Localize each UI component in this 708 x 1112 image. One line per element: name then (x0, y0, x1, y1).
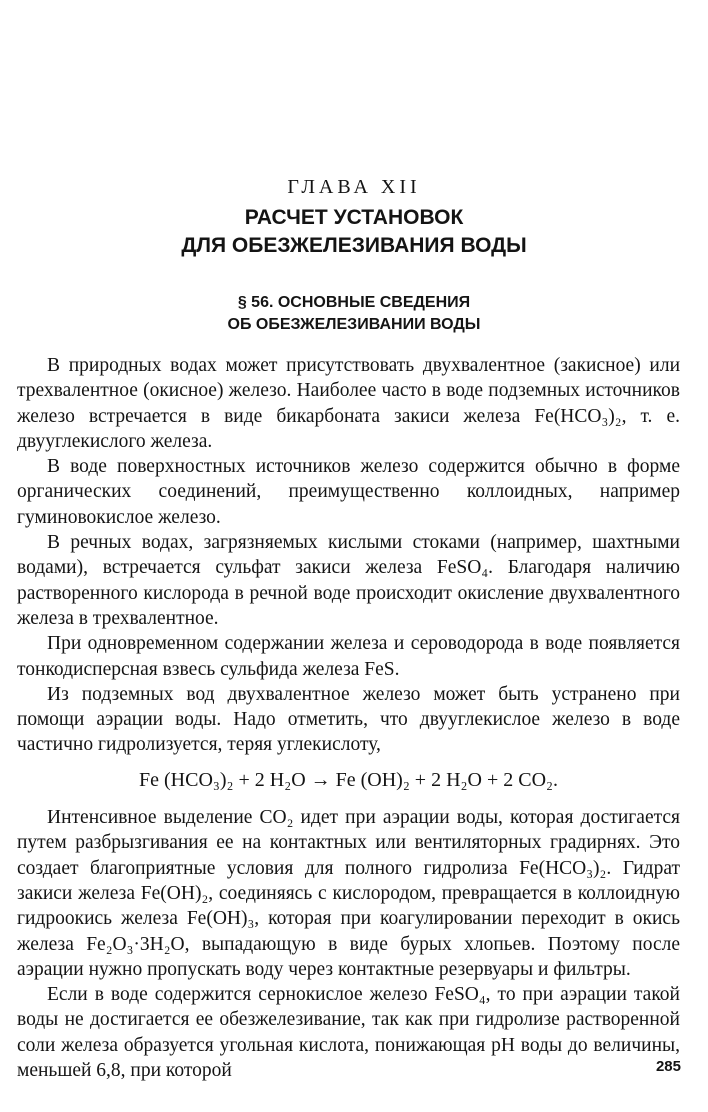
chapter-title-line-2: ДЛЯ ОБЕЗЖЕЛЕЗИВАНИЯ ВОДЫ (181, 234, 527, 257)
chapter-label: ГЛАВА XII (287, 176, 421, 198)
paragraph: В воде поверхностных источников железо содержится обычно в форме органических соединений, преимущественно коллоидных, например гуминовокислое железо. (17, 456, 680, 528)
paragraph: В речных водах, загрязняемых кислыми стоками (например, шахтными водами), встречается сульфат закиси железа FeSO₄. Благодаря наличию растворенного кислорода в речной воде происходит окисление двухвалентного железа в трехвалентное. (17, 532, 680, 629)
section-title-line-2: ОБ ОБЕЗЖЕЛЕЗИВАНИИ ВОДЫ (227, 316, 481, 333)
paragraph: Интенсивное выделение CO₂ идет при аэрации воды, которая достигается путем разбрызгивания ее на контактных или вентиляторных градирнях. Это создает благоприятные условия для полного гидролиза Fe(HCO₃)₂. Гидрат закиси железа Fe(OH)₂, соединяясь с кислородом, превращается в коллоидную гидроокись железа Fe(OH)₃, которая при коагулировании переходит в окись железа Fe₂O₃·3H₂O, выпадающую в виде бурых хлопьев. Поэтому после аэрации нужно пропускать воду через контактные резервуары и фильтры. (17, 807, 680, 980)
section-title (0, 292, 708, 336)
chapter-title (0, 204, 708, 260)
paragraph: Из подземных вод двухвалентное железо может быть устранено при помощи аэрации воды. Надо отметить, что двууглекислое железо в воде частично гидролизуется, теряя углекислоту, (17, 683, 680, 756)
section-title-line-1: § 56. ОСНОВНЫЕ СВЕДЕНИЯ (237, 294, 471, 311)
paragraph: Если в воде содержится сернокислое железо FeSO₄, то при аэрации такой воды не достигается ее обезжелезивание, так как при гидролизе растворенной соли железа образуется угольная кислота, понижающая pH воды до величины, меньшей 6,8, при которой (17, 984, 680, 1082)
paragraph: При одновременном содержании железа и сероводорода в воде появляется тонкодисперсная взвесь сульфида железа FeS. (17, 633, 680, 680)
chapter-title-line-1: РАСЧЕТ УСТАНОВОК (244, 206, 464, 229)
paragraph: В природных водах может присутствовать двухвалентное (закисное) или трехвалентное (окисное) железо. Наиболее часто в воде подземных источников железо встречается в виде бикарбоната закиси железа Fe(HCO₃)₂, т. е. двууглекислого железа. (17, 355, 680, 452)
body-text (17, 353, 680, 1083)
chemical-equation: Fe (HCO₃)₂ + 2 H₂O → Fe (OH)₂ + 2 H₂O + 2 CO₂. (139, 768, 558, 791)
page-number: 285 (655, 1058, 681, 1075)
